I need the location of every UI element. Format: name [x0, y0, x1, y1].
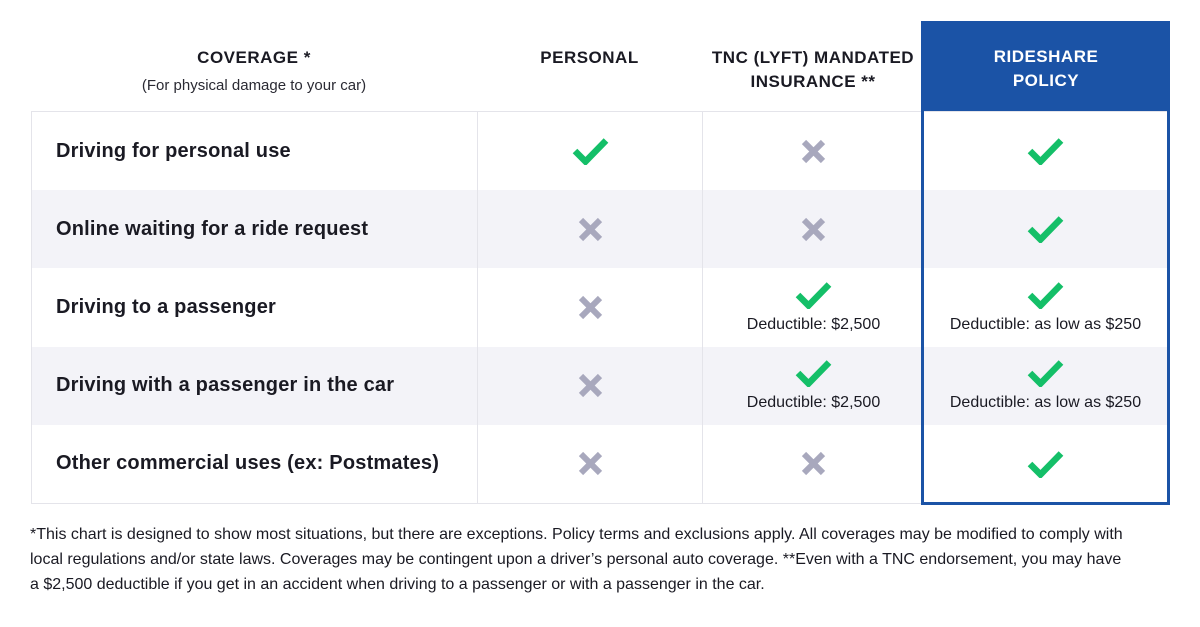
- check-icon: [572, 137, 609, 165]
- row-label: Driving with a passenger in the car: [56, 374, 395, 397]
- x-icon: [577, 372, 604, 399]
- row-label: Driving to a passenger: [56, 295, 277, 318]
- x-icon: [577, 450, 604, 477]
- column-header-personal: [477, 0, 702, 111]
- coverage-subtitle: (For physical damage to your car): [141, 77, 367, 94]
- table-header-row: [31, 0, 1168, 111]
- table-row: [32, 112, 1167, 190]
- footnote-line: *This chart is designed to show most situations, but there are exceptions. Policy terms and exclusions apply. All coverages may be modified to comply with: [30, 526, 1123, 543]
- column-header-tnc: [702, 0, 924, 111]
- tnc-title-line1: TNC (LYFT) MANDATED: [711, 48, 915, 67]
- x-icon: [800, 138, 827, 165]
- footnote-line: a $2,500 deductible if you get in an accident when driving to a passenger or with a passenger in the car.: [30, 576, 765, 593]
- tnc-title-line2: INSURANCE **: [750, 72, 876, 91]
- covered-cell: [924, 268, 1167, 346]
- not-covered-cell: [477, 425, 702, 503]
- footnote-line: local regulations and/or state laws. Coverages may be contingent upon a driver’s personal auto coverage. **Even with a TNC endorsement, you may have: [30, 551, 1122, 568]
- covered-cell: [477, 112, 702, 190]
- column-header-rideshare: [924, 0, 1168, 111]
- not-covered-cell: [477, 190, 702, 268]
- x-icon: [577, 216, 604, 243]
- deductible-note: Deductible: as low as $250: [949, 394, 1142, 412]
- personal-title: PERSONAL: [540, 48, 639, 67]
- table-row: [32, 347, 1167, 425]
- footnote: [30, 522, 1180, 597]
- row-label: Driving for personal use: [56, 139, 291, 162]
- not-covered-cell: [477, 268, 702, 346]
- deductible-note: Deductible: $2,500: [746, 394, 881, 412]
- table-row: [32, 268, 1167, 346]
- covered-cell: [924, 347, 1167, 425]
- check-icon: [1027, 215, 1064, 243]
- covered-cell: [924, 190, 1167, 268]
- deductible-note: Deductible: as low as $250: [949, 315, 1142, 333]
- table-row: [32, 425, 1167, 503]
- rideshare-title-line2: POLICY: [1012, 70, 1080, 90]
- covered-cell: [924, 112, 1167, 190]
- deductible-note: Deductible: $2,500: [746, 315, 881, 333]
- check-icon: [1027, 281, 1064, 309]
- x-icon: [577, 294, 604, 321]
- row-label: Online waiting for a ride request: [56, 217, 369, 240]
- rideshare-header-box: [924, 22, 1168, 111]
- check-icon: [795, 359, 832, 387]
- row-label: Other commercial uses (ex: Postmates): [56, 452, 440, 475]
- x-icon: [800, 450, 827, 477]
- column-header-coverage: [31, 0, 477, 111]
- not-covered-cell: [477, 347, 702, 425]
- check-icon: [1027, 137, 1064, 165]
- not-covered-cell: [702, 425, 924, 503]
- check-icon: [1027, 359, 1064, 387]
- table-row: [32, 190, 1167, 268]
- covered-cell: [924, 425, 1167, 503]
- check-icon: [795, 281, 832, 309]
- x-icon: [800, 216, 827, 243]
- not-covered-cell: [702, 190, 924, 268]
- rideshare-title-line1: RIDESHARE: [993, 46, 1099, 66]
- covered-cell: [702, 268, 924, 346]
- coverage-title: COVERAGE *: [197, 48, 311, 67]
- covered-cell: [702, 347, 924, 425]
- check-icon: [1027, 450, 1064, 478]
- table-body: [31, 111, 1168, 504]
- not-covered-cell: [702, 112, 924, 190]
